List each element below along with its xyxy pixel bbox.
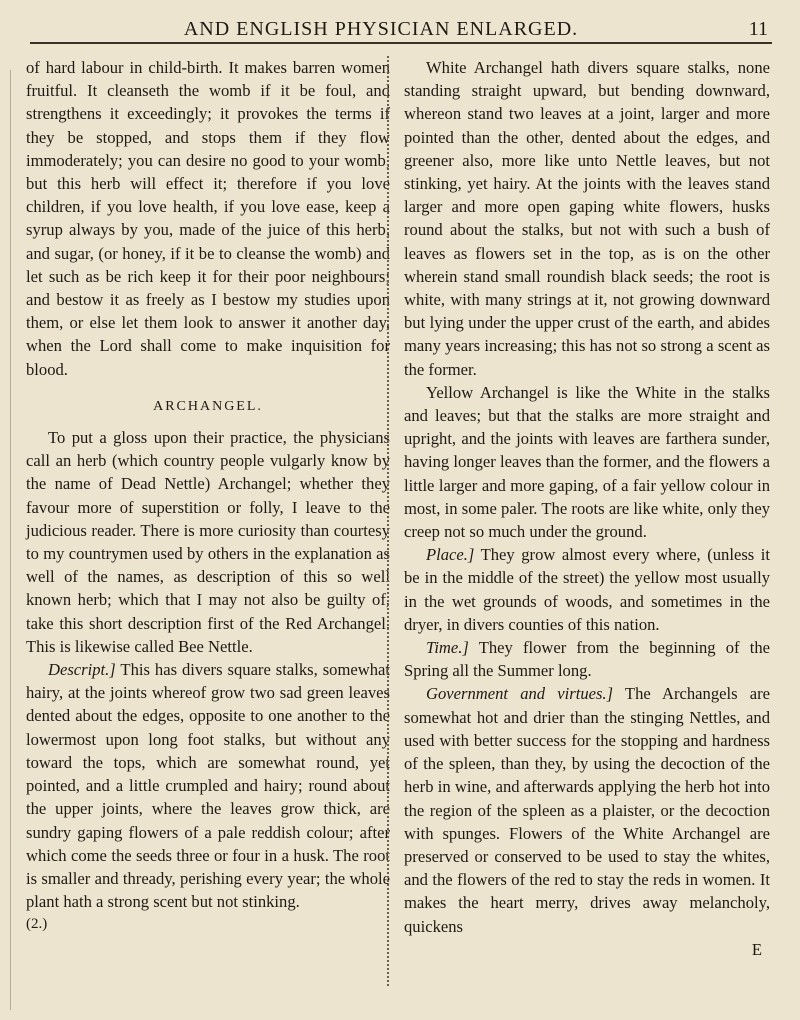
page-gutter-edge <box>10 70 11 1010</box>
catchword: E <box>751 939 762 959</box>
paragraph-label: Descript.] <box>48 660 116 680</box>
paragraph: of hard labour in child-birth. It makes barren women fruitful. It cleanseth the womb if it be foul, and strengthens it exceedingly; it provokes the terms if they be stopped, and stops them if they flow immoderately; you can desire no good to your womb, but this herb will effect it; therefore if you love children, if you love health, if you love ease, keep a syrup always by you, made of the juice of this herb, and sugar, (or honey, if it be to cleanse the womb) and let such as be rich keep it for their poor neighbours; and bestow it as freely as I bestow my studies upon them, or else let them look to answer it another day, when the Lord shall come to make inquisition for blood. <box>26 58 390 379</box>
left-column <box>26 56 390 937</box>
paragraph-label: Government and virtues.] <box>426 684 614 704</box>
section-heading: ARCHANGEL. <box>153 398 263 414</box>
signature-mark: (2.) <box>26 916 48 933</box>
paragraph-label: Time.] <box>426 638 469 658</box>
paragraph-text: They grow almost every where, (unless it be in the middle of the street) the yellow most usually in the wet grounds of woods, and sometimes in the dryer, in divers counties of this nation. <box>404 545 770 634</box>
paragraph-time <box>404 636 770 682</box>
right-column <box>404 56 770 961</box>
paragraph: White Archangel hath divers square stalks, none standing straight upward, but bending downward, whereon stand two leaves at a joint, larger and more pointed than the other, dented about the edges, and greener also, more like unto Nettle leaves, but not stinking, yet hairy. At the joints with the leaves stand larger and more open gaping white flowers, husks round about the stalks, but not with such a bush of leaves as flowers set in the top, as is on the other wherein stand small roundish black seeds; the root is white, with many strings at it, not growing downward but lying under the upper crust of the earth, and abides many years increasing; this has not so strong a scent as the former. <box>404 58 770 379</box>
paragraph-government <box>404 682 770 937</box>
paragraph-text: They flower from the beginning of the Spring all the Summer long. <box>404 638 770 681</box>
paragraph-place <box>404 543 770 636</box>
column-divider <box>387 56 389 986</box>
paragraph-text: The Archangels are somewhat hot and drier than the stinging Nettles, and used with better success for the stopping and hardness of the spleen, than they, by using the decoction of the herb in wine, and afterwards applying the herb hot into the region of the spleen as a plaister, or the decoction with spunges. Flowers of the White Archangel are preserved or conserved to be used to stay the whites, and the flowers of the red to stay the reds in women. It makes the heart merry, drives away melancholy, quickens <box>404 684 770 936</box>
paragraph: Yellow Archangel is like the White in the stalks and leaves; but that the stalks are more straight and upright, and the joints with leaves are farthera sunder, having longer leaves than the former, and the flowers a little larger and more gaping, of a fair yellow colour in most, in some paler. The roots are like white, only they creep not so much under the ground. <box>404 382 770 542</box>
paragraph-description <box>26 658 390 913</box>
page-number: 11 <box>748 18 768 40</box>
paragraph: To put a gloss upon their practice, the physicians call an herb (which country people vulgarly know by the name of Dead Nettle) Archangel; whether they favour more of superstition or folly, I leave to the judicious reader. There is more curiosity than courtesy to my countrymen used by others in the explanation as well of the names, as description of this so well known herb; which that I may not also be guilty of, take this short description first of the Red Archangel. This is likewise called Bee Nettle. <box>26 428 390 656</box>
running-head: AND ENGLISH PHYSICIAN ENLARGED. <box>183 18 579 40</box>
paragraph-text: This has divers square stalks, somewhat hairy, at the joints whereof grow two sad green leaves dented about the edges, opposite to one another to the lowermost upon long foot stalks, but without any toward the tops, which are somewhat round, yet pointed, and a little crumpled and hairy; round about the upper joints, where the leaves grow thick, are sundry gaping flowers of a pale reddish colour; after which come the seeds three or four in a husk. The root is smaller and thready, perishing every year; the whole plant hath a strong scent but not stinking. <box>26 660 390 912</box>
paragraph-label: Place.] <box>426 545 475 565</box>
catchword-row <box>404 938 770 961</box>
page-header <box>30 6 772 44</box>
